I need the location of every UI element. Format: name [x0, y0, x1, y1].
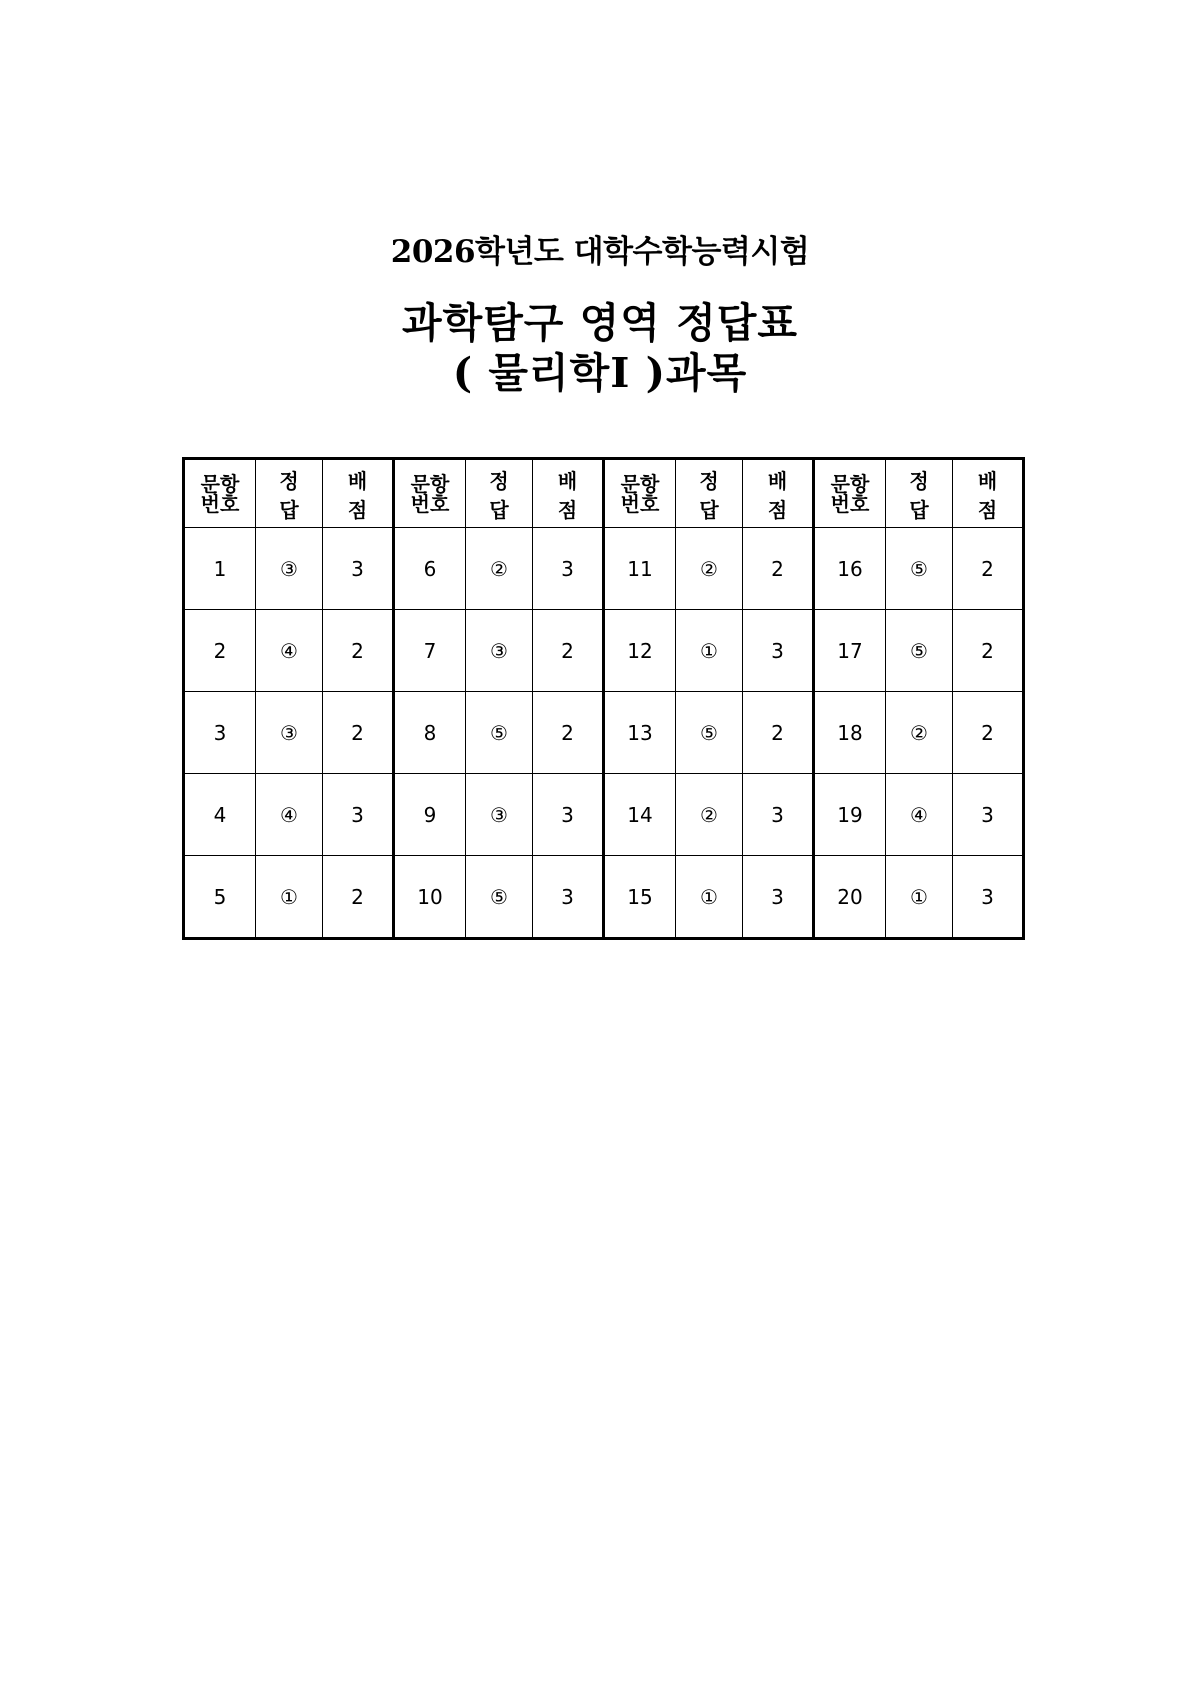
question-number-cell: 9 [394, 774, 466, 856]
points-cell: 2 [953, 692, 1024, 774]
question-number-cell: 7 [394, 610, 466, 692]
header-points: 배 점 [533, 459, 604, 528]
question-number-cell: 6 [394, 528, 466, 610]
header-question-number-line1: 문항 [410, 471, 450, 496]
points-cell: 3 [953, 774, 1024, 856]
answer-cell: ① [676, 856, 743, 939]
answer-cell: ① [676, 610, 743, 692]
points-cell: 2 [953, 528, 1024, 610]
points-cell: 2 [533, 610, 604, 692]
header-answer: 정 답 [256, 459, 323, 528]
exam-title: 2026학년도 대학수학능력시험 [390, 234, 810, 270]
header-question-number-line1: 문항 [200, 471, 240, 496]
points-cell: 3 [533, 856, 604, 939]
question-number-cell: 19 [814, 774, 886, 856]
question-number-cell: 8 [394, 692, 466, 774]
table-row [184, 692, 1024, 774]
answer-cell: ⑤ [466, 692, 533, 774]
table-row [184, 610, 1024, 692]
points-cell: 3 [323, 774, 394, 856]
table-row [184, 856, 1024, 939]
answer-cell: ⑤ [886, 528, 953, 610]
points-cell: 2 [323, 692, 394, 774]
points-cell: 2 [323, 856, 394, 939]
answer-cell: ⑤ [676, 692, 743, 774]
header-answer: 정 답 [466, 459, 533, 528]
points-cell: 2 [743, 692, 814, 774]
header-question-number [184, 459, 256, 528]
points-cell: 2 [533, 692, 604, 774]
points-cell: 3 [953, 856, 1024, 939]
question-number-cell: 18 [814, 692, 886, 774]
question-number-cell: 5 [184, 856, 256, 939]
table-row [184, 528, 1024, 610]
header-question-number-line1: 문항 [620, 471, 660, 496]
header-points: 배 점 [953, 459, 1024, 528]
points-cell: 3 [323, 528, 394, 610]
answer-table [182, 457, 1025, 940]
answer-cell: ③ [256, 692, 323, 774]
question-number-cell: 10 [394, 856, 466, 939]
header-question-number [394, 459, 466, 528]
header-question-number-line2: 번호 [620, 491, 660, 516]
answer-cell: ⑤ [466, 856, 533, 939]
header-answer: 정 답 [886, 459, 953, 528]
points-cell: 3 [743, 774, 814, 856]
points-cell: 2 [743, 528, 814, 610]
answer-cell: ④ [256, 610, 323, 692]
answer-cell: ④ [886, 774, 953, 856]
table-row [184, 774, 1024, 856]
table-header-row [184, 459, 1024, 528]
answer-cell: ② [466, 528, 533, 610]
header-question-number [604, 459, 676, 528]
header-question-number [814, 459, 886, 528]
header-answer: 정 답 [676, 459, 743, 528]
question-number-cell: 4 [184, 774, 256, 856]
question-number-cell: 3 [184, 692, 256, 774]
answer-cell: ④ [256, 774, 323, 856]
header-question-number-line2: 번호 [410, 491, 450, 516]
question-number-cell: 14 [604, 774, 676, 856]
points-cell: 3 [533, 774, 604, 856]
area-title: 과학탐구 영역 정답표 [401, 299, 798, 347]
question-number-cell: 13 [604, 692, 676, 774]
question-number-cell: 20 [814, 856, 886, 939]
answer-cell: ⑤ [886, 610, 953, 692]
question-number-cell: 15 [604, 856, 676, 939]
points-cell: 2 [953, 610, 1024, 692]
answer-cell: ③ [466, 610, 533, 692]
answer-cell: ③ [466, 774, 533, 856]
answer-table-body [184, 459, 1024, 939]
question-number-cell: 12 [604, 610, 676, 692]
points-cell: 3 [743, 856, 814, 939]
header-question-number-line1: 문항 [830, 471, 870, 496]
points-cell: 3 [743, 610, 814, 692]
header-points: 배 점 [323, 459, 394, 528]
answer-cell: ② [676, 774, 743, 856]
points-cell: 2 [323, 610, 394, 692]
question-number-cell: 1 [184, 528, 256, 610]
points-cell: 3 [533, 528, 604, 610]
header-question-number-line2: 번호 [200, 491, 240, 516]
answer-cell: ② [886, 692, 953, 774]
question-number-cell: 17 [814, 610, 886, 692]
subject-title: ( 물리학Ⅰ )과목 [452, 349, 748, 397]
answer-cell: ① [256, 856, 323, 939]
answer-cell: ① [886, 856, 953, 939]
question-number-cell: 16 [814, 528, 886, 610]
answer-cell: ② [676, 528, 743, 610]
header-question-number-line2: 번호 [830, 491, 870, 516]
answer-cell: ③ [256, 528, 323, 610]
question-number-cell: 2 [184, 610, 256, 692]
header-points: 배 점 [743, 459, 814, 528]
question-number-cell: 11 [604, 528, 676, 610]
